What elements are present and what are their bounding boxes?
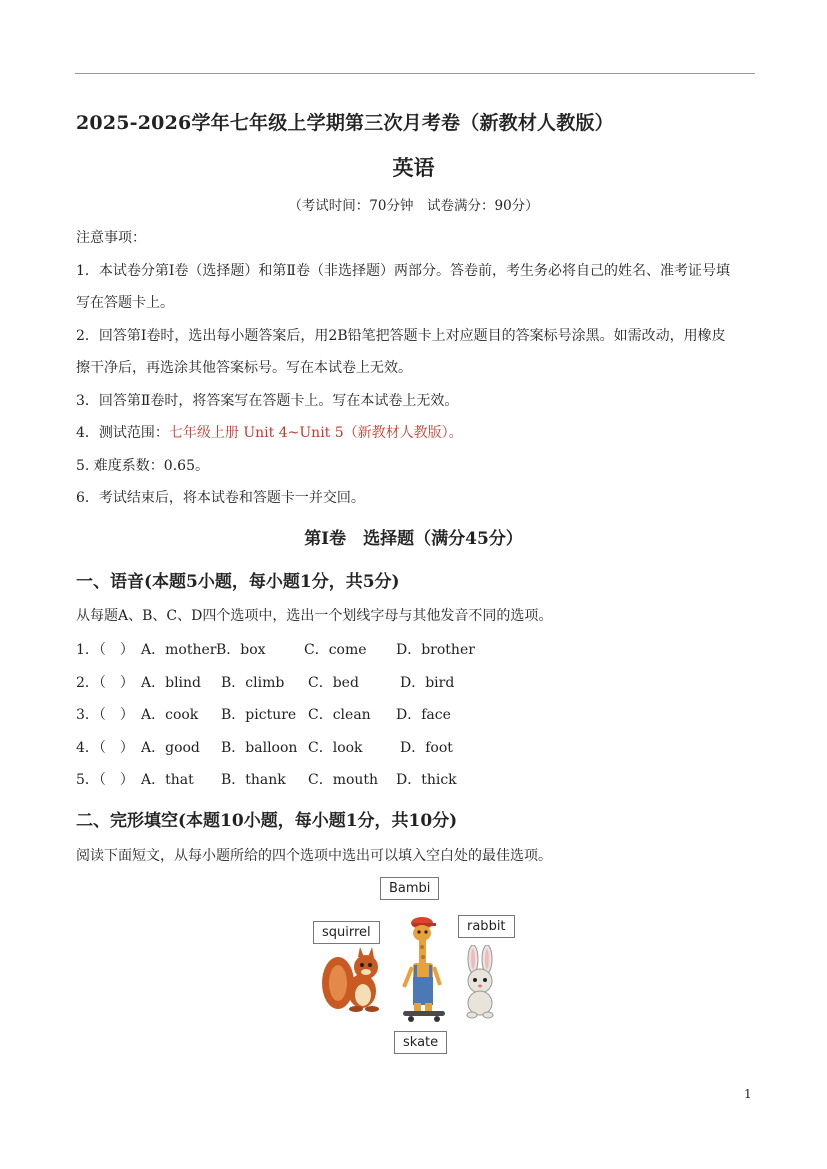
option-a: A．mother — [141, 642, 217, 658]
option-b: B．climb — [221, 675, 285, 691]
note-1-line-2: 写在答题卡上。 — [76, 295, 174, 311]
option-a: A．good — [141, 740, 200, 756]
option-c: C．bed — [308, 675, 359, 691]
part-2-heading: 二、完形填空(本题10小题，每小题1分，共10分) — [76, 811, 458, 831]
question-number: 1．（ ） — [76, 642, 134, 658]
subject-title: 英语 — [392, 155, 435, 180]
question-3 — [76, 704, 496, 724]
story-illustration — [300, 873, 530, 1063]
question-4 — [76, 737, 496, 757]
note-2-line-1: 2．回答第Ⅰ卷时，选出每小题答案后，用2B铅笔把答题卡上对应题目的答案标号涂黑。如需改动，用橡皮 — [76, 328, 726, 344]
option-b: B．box — [216, 642, 266, 658]
skate-label: skate — [394, 1031, 447, 1054]
notes-heading: 注意事项： — [76, 230, 146, 246]
option-d: D．thick — [396, 772, 457, 788]
note-3: 3．回答第Ⅱ卷时，将答案写在答题卡上。写在本试卷上无效。 — [76, 393, 459, 409]
note-4-prefix: 4．测试范围： — [76, 425, 169, 441]
option-b: B．thank — [221, 772, 286, 788]
option-b: B．picture — [221, 707, 297, 723]
giraffe-drawing — [400, 915, 450, 1027]
question-5 — [76, 769, 496, 789]
squirrel-drawing — [320, 945, 390, 1020]
note-1-line-1: 1．本试卷分第Ⅰ卷（选择题）和第Ⅱ卷（非选择题）两部分。答卷前，考生务必将自己的姓名、准考证号填 — [76, 263, 730, 279]
question-number: 4．（ ） — [76, 740, 134, 756]
note-4 — [76, 422, 463, 442]
test-scope: 七年级上册 Unit 4~Unit 5（新教材人教版）。 — [168, 425, 463, 441]
option-c: C．clean — [308, 707, 371, 723]
bambi-label: Bambi — [380, 877, 439, 900]
page-number: 1 — [744, 1087, 752, 1101]
question-number: 5．（ ） — [76, 772, 134, 788]
section-1-title: 第Ⅰ卷 选择题（满分45分） — [304, 529, 523, 549]
header-rule — [75, 73, 755, 74]
option-b: B．balloon — [221, 740, 298, 756]
part-1-instruction: 从每题A、B、C、D四个选项中，选出一个划线字母与其他发音不同的选项。 — [76, 608, 553, 624]
question-1 — [76, 639, 496, 659]
option-d: D．foot — [400, 740, 453, 756]
exam-title: 2025-2026学年七年级上学期第三次月考卷（新教材人教版） — [76, 112, 614, 134]
option-c: C．come — [304, 642, 367, 658]
part-1-heading: 一、语音(本题5小题，每小题1分，共5分) — [76, 572, 400, 592]
option-a: A．cook — [141, 707, 199, 723]
option-a: A．blind — [141, 675, 202, 691]
exam-time-info: （考试时间：70分钟 试卷满分：90分） — [288, 198, 539, 214]
note-6: 6．考试结束后，将本试卷和答题卡一并交回。 — [76, 490, 365, 506]
part-2-instruction: 阅读下面短文，从每小题所给的四个选项中选出可以填入空白处的最佳选项。 — [76, 848, 552, 864]
rabbit-label: rabbit — [458, 915, 515, 938]
option-c: C．look — [308, 740, 363, 756]
question-2 — [76, 672, 496, 692]
option-d: D．face — [396, 707, 451, 723]
option-c: C．mouth — [308, 772, 379, 788]
option-d: D．bird — [400, 675, 455, 691]
question-number: 2．（ ） — [76, 675, 134, 691]
note-5: 5. 难度系数：0.65。 — [76, 458, 209, 474]
question-number: 3．（ ） — [76, 707, 134, 723]
note-2-line-2: 擦干净后，再选涂其他答案标号。写在本试卷上无效。 — [76, 360, 412, 376]
option-a: A．that — [141, 772, 194, 788]
squirrel-label: squirrel — [313, 921, 380, 944]
option-d: D．brother — [396, 642, 475, 658]
rabbit-drawing — [458, 945, 502, 1019]
